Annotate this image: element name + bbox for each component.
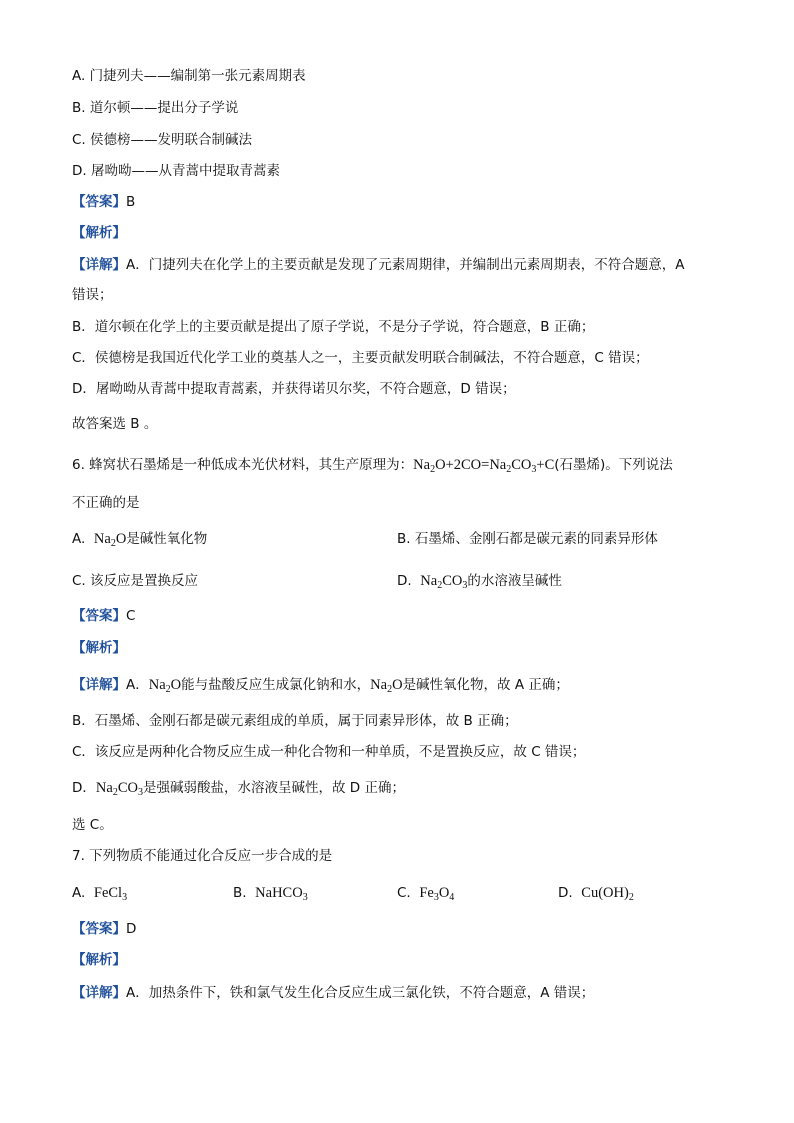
q6-detail-c: C．该反应是两种化合物反应生成一种化合物和一种单质，不是置换反应，故 C 错误； — [72, 744, 586, 760]
q5-answer — [72, 193, 135, 211]
q7-option-c: C. $Fe_3O_4$ — [397, 885, 455, 903]
q5-detail-line3: B．道尔顿在化学上的主要贡献是提出了原子学说，不是分子学说，符合题意，B 正确； — [72, 319, 595, 335]
q5-option-c: C. 侯德榜——发明联合制碱法 — [72, 132, 253, 148]
q6-option-b: B. 石墨烯、金刚石都是碳元素的同素异形体 — [397, 531, 658, 547]
analysis-tag: 【解析】 — [72, 952, 126, 968]
q7-stem: 7. 下列物质不能通过化合反应一步合成的是 — [72, 848, 333, 864]
answer-tag: 【答案】 — [72, 608, 126, 624]
q5-conclusion: 故答案选 B 。 — [72, 416, 158, 432]
q6-conclusion: 选 C。 — [72, 817, 113, 833]
q7-answer — [72, 920, 136, 938]
detail-text: A．门捷列夫在化学上的主要贡献是发现了元素周期律，并编制出元素周期表，不符合题意，A — [126, 257, 685, 273]
q6-option-a: A. $Na_2O$是碱性氧化物 — [72, 531, 208, 549]
q5-option-d: D. 屠呦呦——从青蒿中提取青蒿素 — [72, 163, 280, 179]
q5-detail-line5: D．屠呦呦从青蒿中提取青蒿素，并获得诺贝尔奖，不符合题意，D 错误； — [72, 381, 516, 397]
answer-value: D — [126, 921, 137, 937]
q6-detail-a: 【详解】A．$Na_2O$能与盐酸反应生成氯化钠和水，$Na_2O$是碱性氧化物，故 A 正确； — [72, 677, 569, 695]
q6-analysis-tag — [72, 639, 126, 657]
answer-value: C — [126, 608, 136, 624]
detail-tag: 【详解】 — [72, 257, 126, 273]
q6-option-d: D. $Na_2CO_3$的水溶液呈碱性 — [397, 573, 562, 591]
answer-value: B — [126, 194, 136, 210]
q7-detail-a: 【详解】A．加热条件下，铁和氯气发生化合反应生成三氯化铁，不符合题意，A 错误； — [72, 985, 595, 1001]
q5-option-b: B. 道尔顿——提出分子学说 — [72, 100, 239, 116]
q7-option-b: B. NaHCO$_3$ — [233, 885, 308, 903]
q6-stem-prefix: 6. 蜂窝状石墨烯是一种低成本光伏材料，其生产原理为： — [72, 457, 414, 473]
answer-tag: 【答案】 — [72, 194, 126, 210]
analysis-tag: 【解析】 — [72, 640, 126, 656]
q5-analysis-tag — [72, 224, 126, 242]
q6-equation: $Na_2O+2CO=Na_2CO_3+C$ — [413, 457, 555, 475]
analysis-tag: 【解析】 — [72, 225, 126, 241]
q6-stem-line2: 不正确的是 — [72, 495, 140, 511]
q6-stem — [72, 456, 673, 474]
q5-detail-line1 — [72, 256, 684, 274]
q5-detail-line2: 错误； — [72, 287, 113, 303]
answer-tag: 【答案】 — [72, 921, 126, 937]
detail-tag: 【详解】 — [72, 985, 126, 1001]
q5-option-a: A. 门捷列夫——编制第一张元素周期表 — [72, 68, 306, 84]
q6-stem-suffix: (石墨烯)。下列说法 — [554, 457, 673, 473]
q5-detail-line4: C．侯德榜是我国近代化学工业的奠基人之一，主要贡献发明联合制碱法，不符合题意，C 错误； — [72, 350, 649, 366]
q6-answer — [72, 607, 135, 625]
q7-option-d: D. $Cu(OH)_2$ — [558, 885, 634, 903]
q6-detail-d: D．$Na_2CO_3$是强碱弱酸盐，水溶液呈碱性，故 D 正确； — [72, 780, 405, 798]
q6-option-c: C. 该反应是置换反应 — [72, 573, 199, 589]
detail-tag: 【详解】 — [72, 677, 126, 693]
q7-option-a: A. FeCl$_3$ — [72, 885, 128, 903]
q7-analysis-tag — [72, 951, 126, 969]
q6-detail-b: B．石墨烯、金刚石都是碳元素组成的单质，属于同素异形体，故 B 正确； — [72, 713, 518, 729]
